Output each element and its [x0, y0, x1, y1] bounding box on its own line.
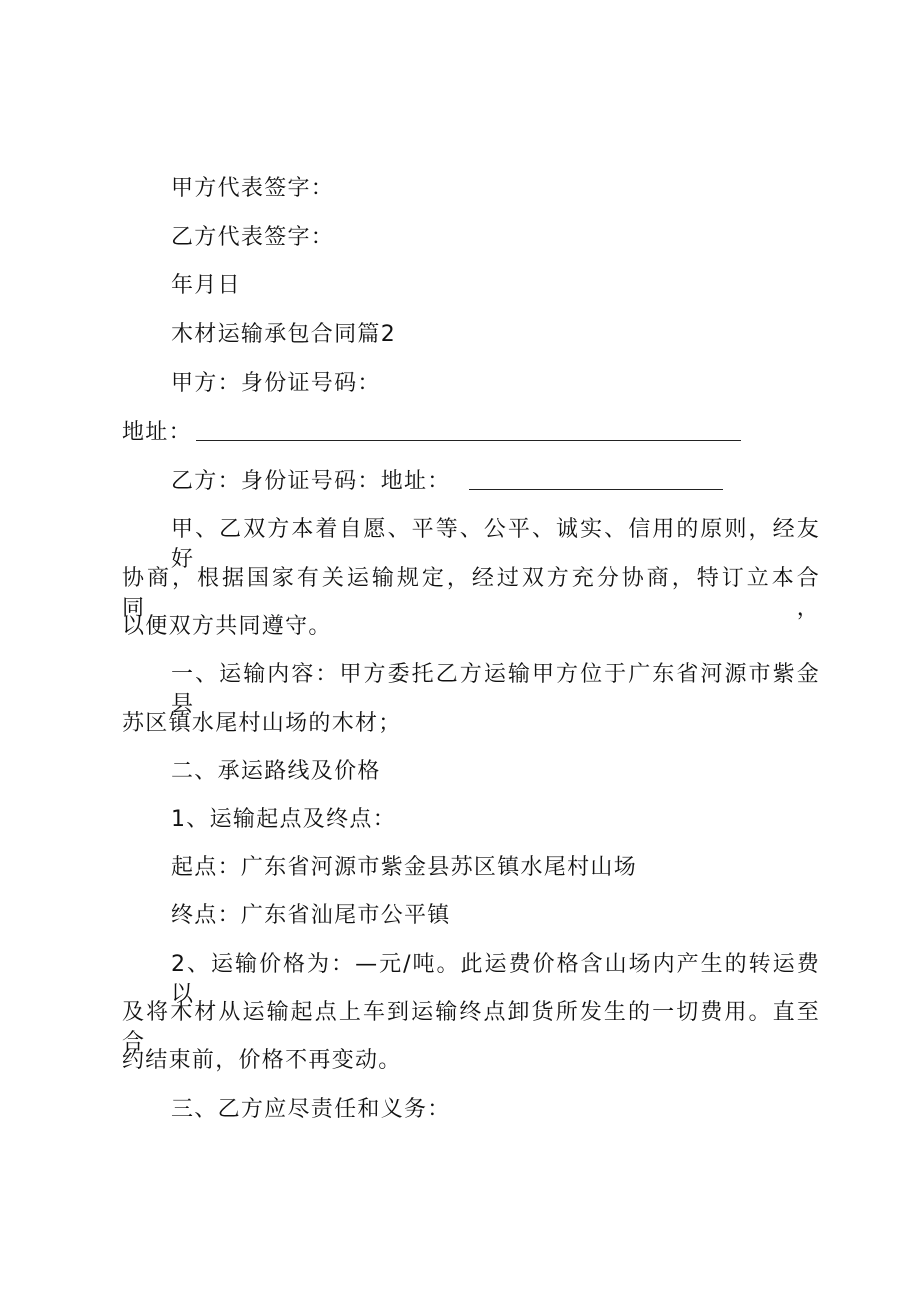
clause-2-2-line-3: 约结束前，价格不再变动。: [122, 1048, 402, 1073]
party-b-id-address-label: 乙方：身份证号码：地址：: [171, 469, 451, 494]
party-a-signature-line: 甲方代表签字：: [171, 176, 335, 201]
clause-2-2-line-1: 2、运输价格为：—元/吨。此运费价格含山场内产生的转运费以: [171, 952, 820, 1007]
clause-2-heading: 二、承运路线及价格: [171, 759, 381, 784]
party-a-address-line: [122, 418, 822, 448]
address-blank: [196, 418, 741, 441]
destination-line: 终点：广东省汕尾市公平镇: [171, 903, 451, 928]
origin-line: 起点：广东省河源市紫金县苏区镇水尾村山场: [171, 855, 638, 880]
clause-1-line-1: 一、运输内容：甲方委托乙方运输甲方位于广东省河源市紫金县: [171, 662, 820, 717]
party-b-id-address-line: [171, 467, 871, 497]
clause-1-line-2: 苏区镇水尾村山场的木材；: [122, 711, 402, 736]
address-label: 地址：: [122, 420, 192, 445]
section-title: 木材运输承包合同篇2: [171, 322, 396, 347]
clause-3-heading: 三、乙方应尽责任和义务：: [171, 1097, 451, 1122]
paragraph-intro-2: 协商，根据国家有关运输规定，经过双方充分协商，特订立本合同，: [122, 566, 820, 621]
clause-2-1: 1、运输起点及终点：: [171, 807, 396, 832]
party-a-id-line: 甲方：身份证号码：: [171, 371, 381, 396]
paragraph-intro-3: 以便双方共同遵守。: [122, 614, 332, 639]
clause-2-2-line-2: 及将木材从运输起点上车到运输终点卸货所发生的一切费用。直至合: [122, 1000, 820, 1055]
party-b-signature-line: 乙方代表签字：: [171, 225, 335, 250]
date-line: 年月日: [171, 273, 241, 298]
party-b-address-blank: [469, 467, 723, 490]
paragraph-intro-1: 甲、乙双方本着自愿、平等、公平、诚实、信用的原则，经友好: [171, 517, 820, 572]
